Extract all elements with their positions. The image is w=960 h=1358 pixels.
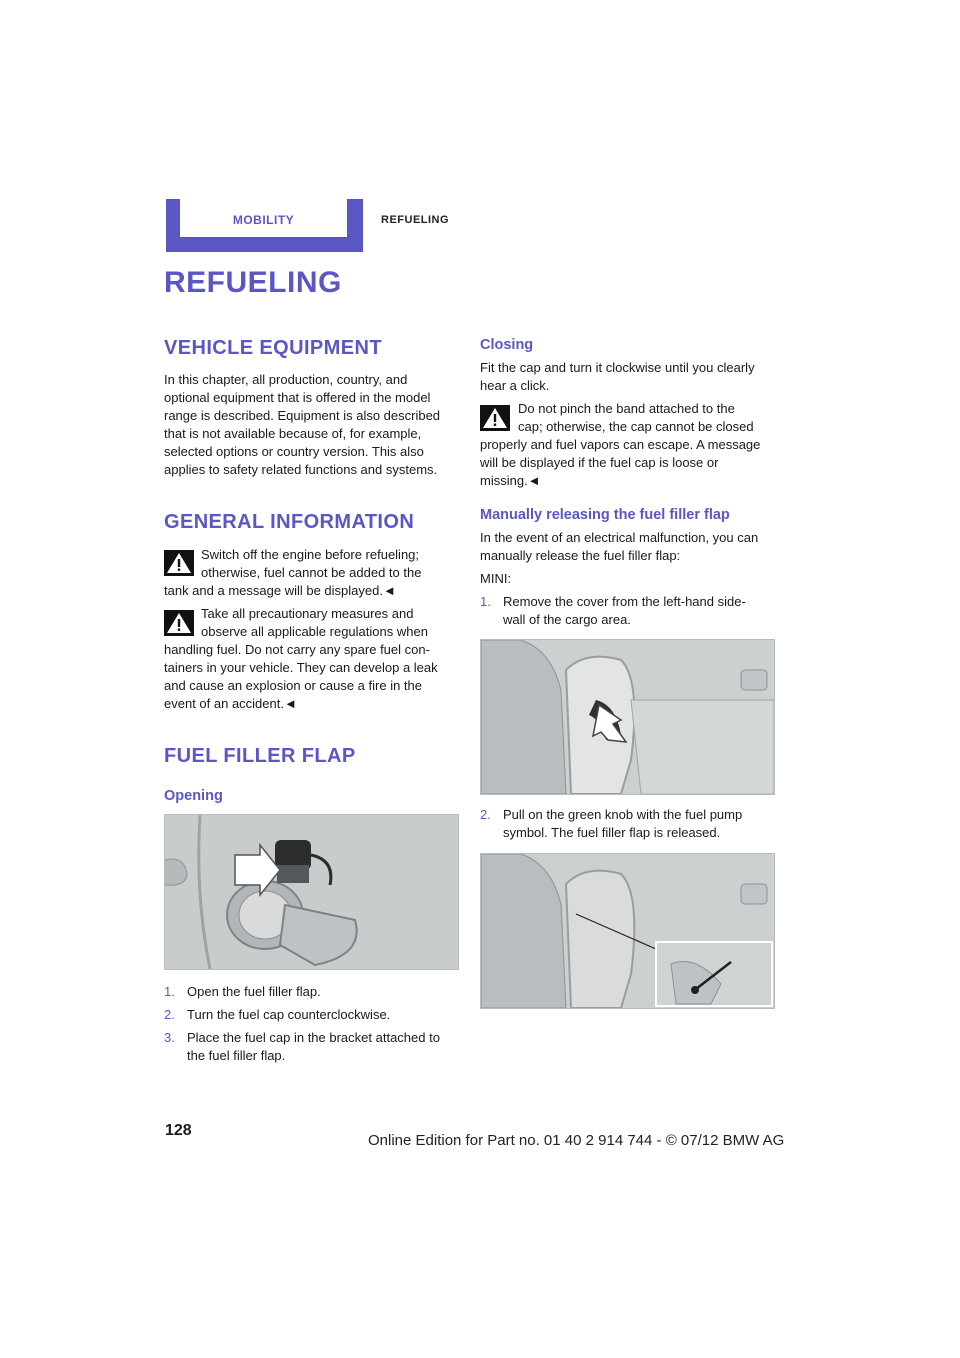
heading-fuel-filler-flap: FUEL FILLER FLAP [164,745,356,767]
step-text: the fuel filler flap. [187,1048,286,1063]
text-line: optional equipment that is offered in the model [164,390,431,405]
heading-vehicle-equipment: VEHICLE EQUIPMENT [164,337,382,359]
step-text: Place the fuel cap in the bracket attached to [187,1030,440,1045]
warning-icon [480,405,510,431]
list-item [480,593,780,629]
step-text: Remove the cover from the left-hand side- [503,594,746,609]
text-line: In the event of an electrical malfunction, you can [480,530,759,545]
text-line: range is described. Equipment is also described [164,408,441,423]
step-number: 2. [480,807,491,822]
text-line: MINI: [480,571,512,586]
text-line: that is not available because of, for example, [164,426,422,441]
text-line: handling fuel. Do not carry any spare fuel con- [164,642,430,657]
step-number: 1. [164,984,175,999]
text-line: Take all precautionary measures and [201,606,414,621]
text-line: event of an accident.◄ [164,696,297,711]
heading-manual-release: Manually releasing the fuel filler flap [480,507,730,523]
list-item [164,983,464,1001]
list-item [164,1029,464,1065]
heading-opening: Opening [164,788,223,804]
text-line: Switch off the engine before refueling; [201,547,420,562]
step-number: 3. [164,1030,175,1045]
step-number: 2. [164,1007,175,1022]
step-text: Pull on the green knob with the fuel pump [503,807,743,822]
step-text: Open the fuel filler flap. [187,984,321,999]
text-line: and cause an explosion or cause a fire in the [164,678,423,693]
text-line: In this chapter, all production, country, and [164,372,408,387]
text-line: selected options or country version. This also [164,444,424,459]
text-line: missing.◄ [480,473,541,488]
cargo-area-cover-illustration [480,639,775,795]
text-line: cap; otherwise, the cap cannot be closed [518,419,754,434]
section-label: REFUELING [381,214,450,226]
chapter-tab-label: MOBILITY [232,213,295,227]
step-text: Turn the fuel cap counterclockwise. [187,1007,391,1022]
text-line: observe all applicable regulations when [201,624,428,639]
text-line: manually release the fuel filler flap: [480,548,681,563]
step-number: 1. [480,594,491,609]
heading-general-information: GENERAL INFORMATION [164,511,415,533]
text-line: otherwise, fuel cannot be added to the [201,565,422,580]
text-line: tank and a message will be displayed.◄ [164,583,396,598]
text-line: applies to safety related functions and systems. [164,462,438,477]
heading-closing: Closing [480,337,534,353]
fuel-cap-illustration [164,814,459,970]
page-title: REFUELING [164,266,342,299]
warning-icon [164,610,194,636]
page-number: 128 [165,1122,192,1139]
footer-edition-note: Online Edition for Part no. 01 40 2 914 744 - © 07/12 BMW AG [368,1132,785,1149]
release-knob-illustration [480,853,775,1009]
warning-icon [164,550,194,576]
text-line: properly and fuel vapors can escape. A message [480,437,761,452]
list-item [480,806,780,842]
text-line: will be displayed if the fuel cap is loose or [480,455,719,470]
text-line: hear a click. [480,378,550,393]
text-line: Fit the cap and turn it clockwise until you clearly [480,360,755,375]
text-line: tainers in your vehicle. They can develop a leak [164,660,438,675]
step-text: wall of the cargo area. [503,612,631,627]
list-item [164,1006,464,1024]
text-line: Do not pinch the band attached to the [518,401,735,416]
step-text: symbol. The fuel filler flap is released. [503,825,721,840]
